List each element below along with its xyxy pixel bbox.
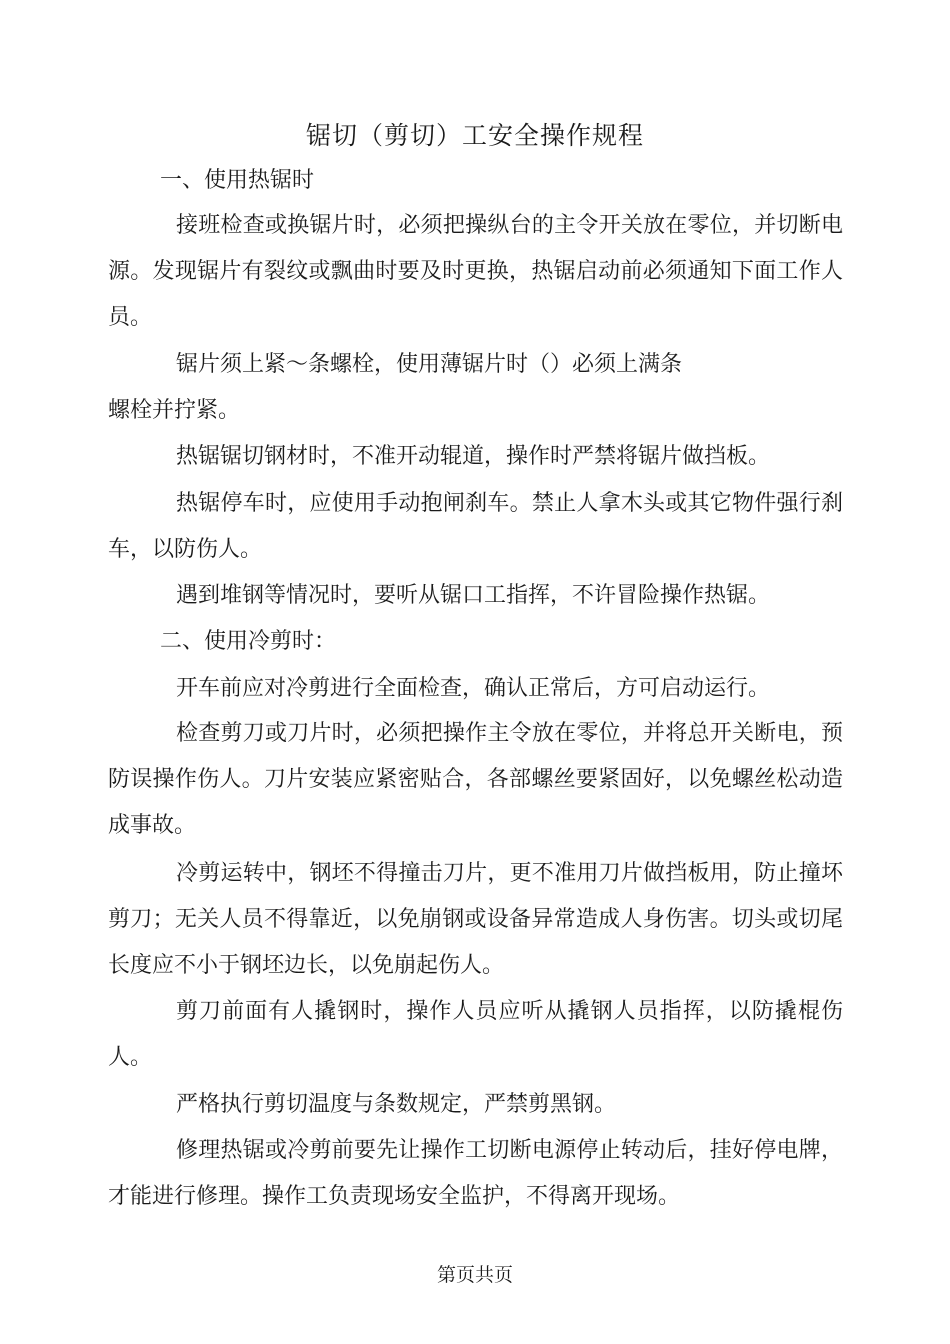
paragraph: 螺栓并拧紧。 — [108, 398, 241, 423]
paragraph: 热锯停车时，应使用手动抱闸刹车。禁止人拿木头或其它物件强行刹车，以防伤人。 — [108, 491, 843, 562]
paragraph: 严格执行剪切温度与条数规定，严禁剪黑钢。 — [176, 1092, 617, 1117]
document-title: 锯切（剪切）工安全操作规程 — [305, 121, 644, 150]
paragraph: 冷剪运转中，钢坯不得撞击刀片，更不准用刀片做挡板用，防止撞坏剪刀；无关人员不得靠近，以免崩钢或设备异常造成人身伤害。切头或切尾长度应不小于钢坯边长，以免崩起伤人。 — [108, 861, 843, 978]
section-heading-cold-shear: 二、使用冷剪时： — [160, 629, 337, 654]
paragraph: 检查剪刀或刀片时，必须把操作主令放在零位，并将总开关断电，预防误操作伤人。刀片安装应紧密贴合，各部螺丝要紧固好，以免螺丝松动造成事故。 — [108, 721, 843, 838]
paragraph: 开车前应对冷剪进行全面检查，确认正常后，方可启动运行。 — [176, 676, 771, 701]
paragraph: 遇到堆钢等情况时，要听从锯口工指挥，不许冒险操作热锯。 — [176, 583, 771, 608]
paragraph: 修理热锯或冷剪前要先让操作工切断电源停止转动后，挂好停电牌，才能进行修理。操作工负责现场安全监护，不得离开现场。 — [108, 1138, 843, 1209]
paragraph: 剪刀前面有人撬钢时，操作人员应听从撬钢人员指挥，以防撬棍伤人。 — [108, 999, 843, 1070]
paragraph: 接班检查或换锯片时，必须把操纵台的主令开关放在零位，并切断电源。发现锯片有裂纹或飘曲时要及时更换，热锯启动前必须通知下面工作人员。 — [108, 213, 843, 330]
paragraph: 热锯锯切钢材时，不准开动辊道，操作时严禁将锯片做挡板。 — [176, 444, 771, 469]
page-footer: 第页共页 — [436, 1264, 513, 1286]
section-heading-hot-saw: 一、使用热锯时 — [160, 168, 315, 193]
paragraph: 锯片须上紧〜条螺栓，使用薄锯片时（）必须上满条 — [176, 352, 683, 377]
